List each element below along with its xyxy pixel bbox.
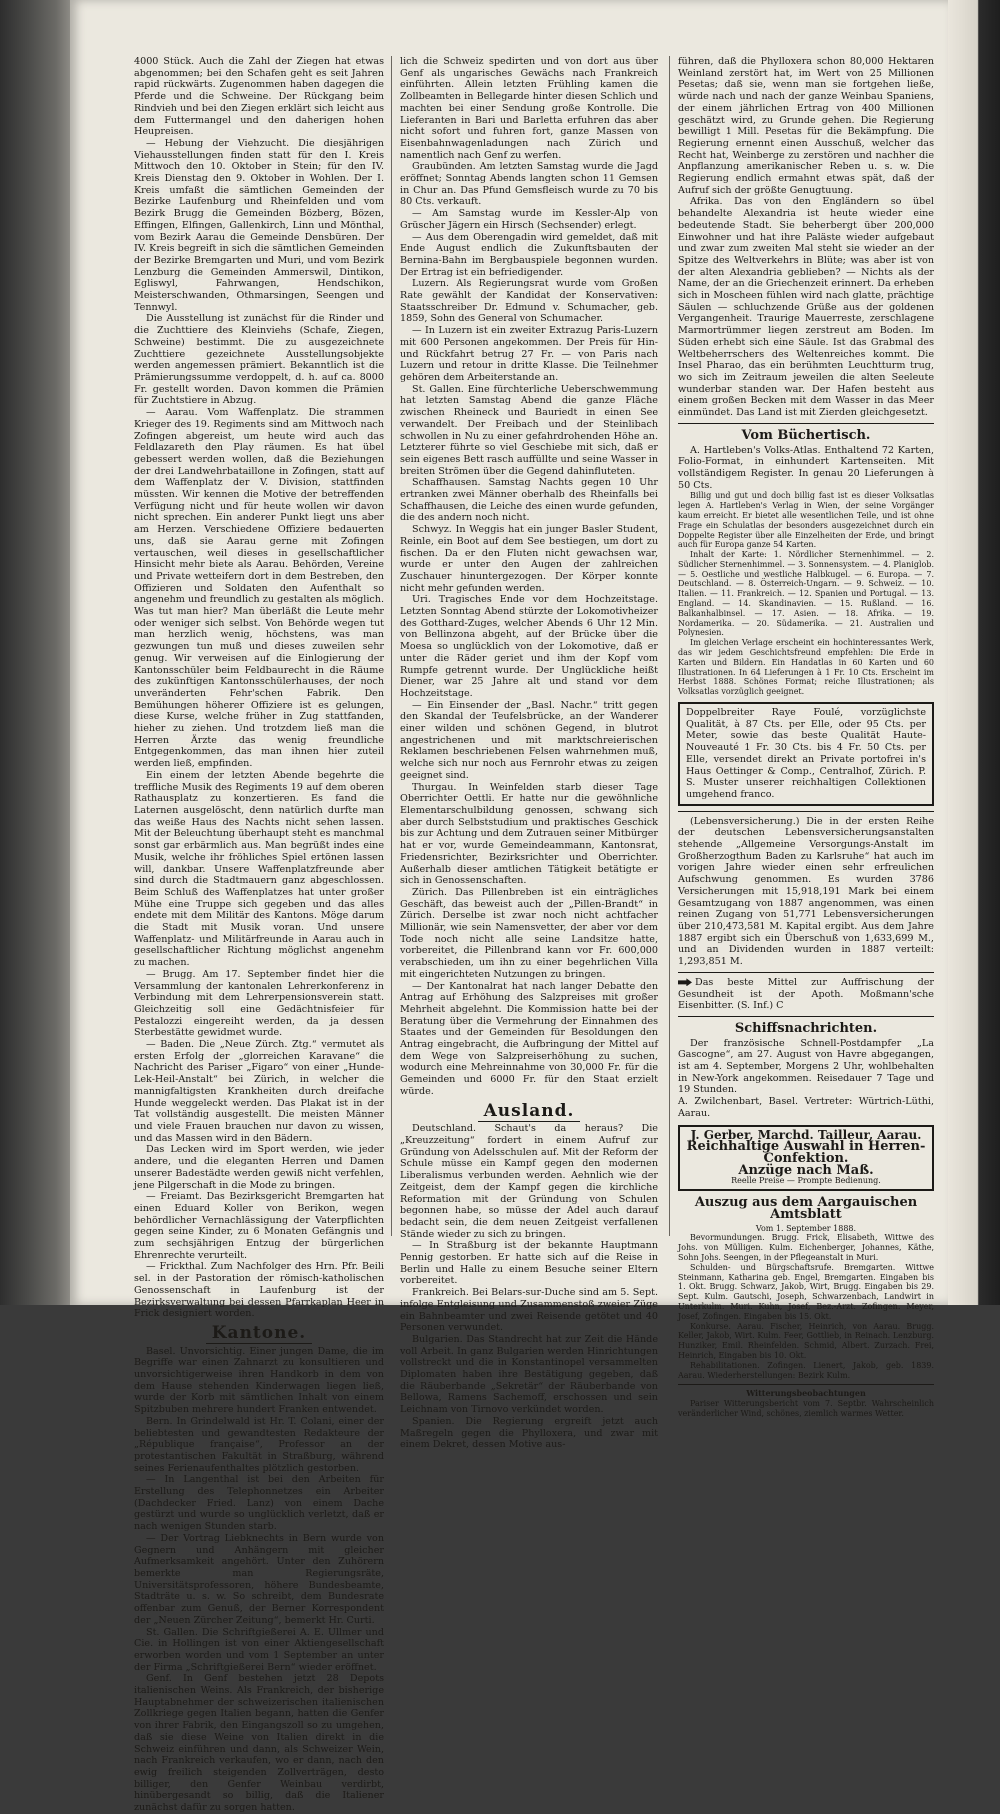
section-heading-amtsblatt: Auszug aus dem Aargauischen Amtsblatt [694,1195,918,1222]
ad-slogan: Reelle Preise — Prompte Bedienung. [731,1176,881,1186]
article-text: Graubünden. Am letzten Samstag wurde die Jagd eröffnet; Sonntag Abends langten schon 11 Gemsen in Chur an. Das Pfund Gemsfleisch wurde zu 70 bis 80 Cts. verkauft. [400,161,658,208]
column-rule [669,56,670,1236]
article-text: Uri. Tragisches Ende vor dem Hochzeitstage. Letzten Sonntag Abend stürzte der Lokomotivheizer des Gotthard-Zuges, welcher Abends 6 Uhr 12 Min. von Bellinzona abgeht, auf der Brücke über die Moesa so unglücklich von der Lokomotive, daß er unter die Räder geriet und ihm der Kopf vom Rumpfe getrennt wurde. Der Unglückliche heißt Diener, war 25 Jahre alt und stand vor dem Hochzeitstage. [400,594,658,699]
article-text: — Freiamt. Das Bezirksgericht Bremgarten hat einen Eduard Koller von Berikon, wegen behördlicher Vernachlässigung der Vaterpflichten gegen seine Kinder, zu 6 Monaten Gefängnis und zum sechsjährigen Entzug der bürgerlichen Ehrenrechte verurteilt. [134,1191,384,1261]
article-text: Ein einem der letzten Abende begehrte die treffliche Musik des Regiments 19 auf dem oberen Rathausplatz zu konzertieren. Es fand die Laternen ausgelöscht, denn natürlich durfte man das weiße Haus des Nachts nicht sehen lassen. Mit der Beleuchtung überhaupt steht es manchmal sonst gar erbärmlich aus. Man begrüßt indes eine Musik, welche ihr fröhliches Spiel ertönen lassen will, dankbar. Unsere Waffenplatzfreunde aber sind durch die Stadtmauern ganz abgeschlossen. Beim Schluß des Waffenplatzes hat unter großer Mühe eine Truppe sich gegeben und das alles endete mit dem Militär des Kantons. Möge darum die Stadt mit Musik voran. Und unsere Waffenplatz- und Militärfreunde in Aarau auch in gesellschaftlicher Richtung möglichst angenehm zu machen. [134,769,384,969]
article-text: St. Gallen. Die Schriftgießerei A. E. Ullmer und Cie. in Hollingen ist von einer Aktiengesellschaft erworben worden und vom 1 September an unter der Firma „Schriftgießerei Bern“ wieder eröffnet. [134,1626,384,1673]
ad-eisenbitter: Das beste Mittel zur Auffrischung der Gesundheit ist der Apoth. Moßmann'sche Eisenbitter. (S. Inf.) C [678,976,934,1012]
ad-headline: Reichhaltige Auswahl in Herren-Confektion. [686,1139,926,1166]
ad-subline: Anzüge nach Maß. [738,1162,874,1178]
advertisement-gerber [678,1125,934,1192]
pointing-hand-icon [678,978,692,986]
article-text-small: Inhalt der Karte: 1. Nördlicher Sternenhimmel. — 2. Südlicher Sternenhimmel. — 3. Sonnensystem. — 4. Planiglob. — 5. Oestliche und westliche Halbkugel. — 6. Europa. — 7. Deutschland. — 8. Österreich-Ungarn. — 9. Schweiz. — 10. Italien. — 11. Frankreich. — 12. Spanien und Portugal. — 13. England. — 14. Skandinavien. — 15. Rußland. — 16. Balkanhalbinsel. — 17. Asien. — 18. Afrika. — 19. Nordamerika. — 20. Südamerika. — 21. Australien und Polynesien. [678,550,934,638]
article-text: (Lebensversicherung.) Die in der ersten Reihe der deutschen Lebensversicherungsanstalten stehende „Allgemeine Versorgungs-Anstalt im Großherzogthum Baden zu Karlsruhe“ hat auch im vorigen Jahre wieder einen sehr erfreulichen Aufschwung genommen. Es wurden 3786 Versicherungen mit 15,918,191 Mark bei einem Gesamtzugang von 1887 angenommen, was einen reinen Zugang von 51,771 Lebensversicherungen über 210,473,581 M. Kapital ergibt. Aus dem Jahre 1887 ergibt sich ein Überschuß von 1,633,699 M., und an Dividenden wurden in 1887 verteilt: 1,293,851 M. [678,815,934,968]
article-text: Bulgarien. Das Standrecht hat zur Zeit die Hände voll Arbeit. In ganz Bulgarien werden Hinrichtungen vollstreckt und die in Konstantinopel versammelten Diplomaten haben ihre Bestätigung gegeben, daß die Räuberbande „Sekretär“ der Räuberbande von Bellowa, Ramens Sachemoff, erschossen und sein Leichnam von Tirnovo verkündet worden. [400,1333,658,1416]
article-text: Das Lecken wird im Sport werden, wie jeder andere, und die eleganten Herren und Damen unserer Badestädte werden gewiß nicht verfehlen, jene Pilgerschaft in die Mode zu bringen. [134,1144,384,1191]
article-text-small: Bevormundungen. Brugg. Frick, Elisabeth, Wittwe des Johs. von Mülligen. Kulm. Eichenberger, Johannes, Käthe, Sohn Johs. Seengen, in der Pflegeanstalt in Muri. [678,1233,934,1262]
advertisement-foule [678,702,934,806]
ad-firm-name: J. Gerber, Marchd. Tailleur, Aarau. [690,1127,922,1142]
scan-margin-left [0,0,70,1305]
section-heading-schiffsnachrichten: Schiffsnachrichten. [734,1020,878,1036]
divider [678,972,934,973]
article-text: — Am Samstag wurde im Kessler-Alp von Grüscher Jägern ein Hirsch (Sechsender) erlegt. [400,208,658,231]
column-rule [391,56,392,1236]
section-heading-buechertisch: Vom Büchertisch. [741,427,871,443]
column-2 [400,56,658,1451]
divider [678,1384,934,1385]
article-text: — Aarau. Vom Waffenplatz. Die strammen Krieger des 19. Regiments sind am Mittwoch nach Zofingen abgereist, um heute wird auch das Feldlazareth den Play räumen. Es hat übel gebessert werden wollen, daß die Beziehungen der drei Landwehrbataillone in Zofingen, statt auf dem Waffenplatz der V. Division, stattfinden müssten. Wir kennen die Motive der betreffenden Verfügung nicht und für heute wollen wir davon nicht sprechen. Ein anderer Punkt liegt uns aber am Herzen. Verschiedene Offiziere bedauerten uns, daß sie Aarau gerne mit Zofingen vertauschen, weil dieses in gesellschaftlicher Hinsicht mehr biete als Aarau. Behörden, Vereine und Private wetteifern dort in dem Bestreben, den Offizieren und Soldaten den Aufenthalt so angenehm und freundlich zu gestalten als möglich. Was tut man hier? Man überläßt die Leute mehr oder weniger sich selbst. Von Behörde wegen tut man herzlich wenig, höchstens, was man gezwungen tun muß und dieses zuweilen sehr genug. Wir verweisen auf die Einlogierung der Kantonsschüler beim Feldbaurecht in die Räume des zukünftigen Kantonsschülerhauses, der noch unveränderten Fehr'schen Fabrik. Den Bemühungen höherer Offiziere ist es gelungen, diese Kurse, welche früher in Zug stattfanden, hieher zu ziehen. Und trotzdem ließ man die Herren Ärzte das wenig freundliche Entgegenkommen, das man ihnen hier zuteil werden ließ, empfinden. [134,407,384,770]
article-text: — Frickthal. Zum Nachfolger des Hrn. Pfr. Beili sel. in der Pastoration der römisch-katholischen Genossenschaft in Laufenburg ist der Bezirksverwaltung bei dessen Pfarrkaplan Heer in Frick designiert worden. [134,1261,384,1320]
article-text-small: Im gleichen Verlage erscheint ein hochinteressantes Werk, das wir jedem Geschichtsfreund empfehlen: Die Erde in Karten und Bildern. Ein Handatlas in 60 Karten und 60 Illustrationen. In 64 Lieferungen à 1 Fr. 10 Cts. Erscheint im Herbst 1888. Schönes Format; reiche Illustrationen; als Volksatlas vorzüglich geeignet. [678,638,934,697]
article-text: — Hebung der Viehzucht. Die diesjährigen Viehausstellungen finden statt für den I. Kreis Mittwoch den 10. Oktober in Stein; für den IV. Kreis Dienstag den 9. Oktober in Wohlen. Der I. Kreis umfaßt die sämtlichen Gemeinden der Bezirke Laufenburg und Rheinfelden und vom Bezirk Brugg die Gemeinden Bözberg, Bözen, Effingen, Elfingen, Gallenkirch, Linn und Mönthal, vom Bezirk Aarau die Gemeinde Densbüren. Der IV. Kreis begreift in sich die sämtlichen Gemeinden der Bezirke Bremgarten und Muri, und vom Bezirk Lenzburg die Gemeinden Ammerswil, Dintikon, Egliswyl, Fahrwangen, Hendschikon, Meisterschwanden, Othmarsingen, Seengen und Tennwyl. [134,137,384,313]
article-text: Schaffhausen. Samstag Nachts gegen 10 Uhr ertranken zwei Männer oberhalb des Rheinfalls bei Schaffhausen, die Leiche des einen wurde gefunden, die des andern noch nicht. [400,477,658,524]
article-text: führen, daß die Phylloxera schon 80,000 Hektaren Weinland zerstört hat, im Wert von 25 Millionen Pesetas; daß sie, wenn man sie fortgehen ließe, würde nach und nach der ganze Weinbau Spaniens, der einem jährlichen Ertrag von 400 Millionen geschätzt wird, zu Grunde gehen. Die Regierung bewilligt 1 Mill. Pesetas für die Bekämpfung. Die Regierung ernennt einen Ausschuß, welcher das Recht hat, Weinberge zu zerstören und nachher die Anpflanzung amerikanischer Reben u. s. w. Die Regierung endlich ermahnt etwas spät, daß der Aufruf sich der größte Genugtuung. [678,56,934,196]
divider [678,423,934,424]
article-text-small: Billig und gut und doch billig fast ist es dieser Volksatlas legen A. Hartleben's Verlag in Wien, der seine Vorgänger kaum erreicht. Er bietet alle wesentlichen Teile, und ist ohne Frage ein Schulatlas der besonders ausgezeichnet durch ein Doppelte Register über alle Einzelheiten der Erde, und bringt auch für Europa ganze 54 Karten. [678,491,934,550]
article-text: Bern. In Grindelwald ist Hr. T. Colani, einer der beliebtesten und gewandtesten Redakteure der „République française“, Professor an der protestantischen Fakultät in Straßburg, während seines Ferienaufenthaltes plötzlich gestorben. [134,1415,384,1474]
article-text: — Baden. Die „Neue Zürch. Ztg.“ vermutet als ersten Erfolg der „glorreichen Karavane“ die Nachricht des Pariser „Figaro“ von einer „Hunde-Lek-Heil-Anstalt“ bei Zürich, in welcher die mannigfaltigsten Krankheiten durch dreifache Hunde weggeleckt werden. Das Plakat ist in der Tat vollständig ausgestellt. Die meisten Männer und viele Frauen brauchen nur davon zu wissen, und das Massen wird in den Bädern. [134,1039,384,1144]
article-text: Zürich. Das Pillenbreben ist ein einträgliches Geschäft, das beweist auch der „Pillen-Brandt“ in Zürich. Derselbe ist zwar noch nicht achtfacher Millionär, wie sein Namensvetter, der aber vor dem Tode noch nicht alle seine Landsitze hatte, vorbereitet, die Pillenbrand kann vor Fr. 600,000 verabschieden, um ihn zu einer begehrlichen Villa mit eingerichteten Nutzungen zu bringen. [400,886,658,980]
column-3 [678,56,934,1419]
scan-margin-right [944,0,1000,1305]
article-text: Frankreich. Bei Belars-sur-Duche sind am 5. Sept. infolge Entgleisung und Zusammenstoß zweier Züge ein Bahnbeamter und zwei Reisende getötet und 40 Personen verwundet. [400,1287,658,1334]
article-text: Genf. In Genf bestehen jetzt 28 Depots italienischen Weins. Als Frankreich, der bisherige Hauptabnehmer der schweizerischen italienischen Zollkriege gegen Italien begann, hatten die Genfer von ihrer Fabrik, den Eingangszoll so zu umgehen, daß sie diese Weine von Italien direkt in die Schweiz einführen und dann, als Schweizer Wein, nach Frankreich verkaufen, wo er dann, nach den ewig freilich steigenden Zollverträgen, desto billiger, den Genfer Weinbau verdirbt, hinübergesandt so billig, daß die Italiener zunächst dafür zu sorgen hatten. [134,1673,384,1814]
section-heading-weather: Witterungsbeobachtungen [746,1388,866,1399]
article-text: Afrika. Das von den Engländern so übel behandelte Alexandria ist heute wieder eine bedeutende Stadt. Sie beherbergt über 200,000 Einwohner und hat ihre Paläste wieder aufgebaut und zwar zum zweiten Mal steht sie wieder an der Spitze des Weltverkehrs in Blüte; was aber ist von der alten Alexandria geblieben? — Nichts als der Name, der an die Griechenzeit erinnert. Da erheben sich in Moscheen fühlen wird nach glatte, prächtige Säulen — schluchzende Grüße aus der goldenen Vergangenheit. Traurige Mauerreste, zerschlagene Marmortrümmer liegen zerstreut am Boden. Im Süden erhebt sich eine Säule. Ist das Grabmal des Weltbeherrschers des Weltenreiches kommt. Die Insel Pharao, das ein berühmten Leuchtturm trug, wo sich im Zeitraum jeweilen die alten Seeleute wunderbar standen war. Der Hafen besteht aus einem großen Becken mit dem Wasser in das Meer einmündet. Das Land ist mit Zierden gleichgesetzt. [678,196,934,419]
article-text: Thurgau. In Weinfelden starb dieser Tage Oberrichter Oettli. Er hatte nur die gewöhnliche Elementarschulbildung genossen, schwang sich aber durch Selbststudium und praktisches Geschick bis zur Achtung und dem Zutrauen seiner Mitbürger hat er vor, wurde Gemeindeammann, Kantonsrat, Friedensrichter, Bezirksrichter und Oberrichter. Außerhalb dieser amtlichen Tätigkeit betätigte er sich in Genossenschaften. [400,781,658,887]
ad-text: Doppelbreiter Raye Foulé, vorzüglichste Qualität, à 87 Cts. per Elle, oder 95 Cts. per Meter, sowie das beste Qualität Haute-Nouveauté 1 Fr. 30 Cts. bis 4 Fr. 50 Cts. per Elle, versendet direkt an Private portofrei in's Haus Oettinger & Comp., Centralhof, Zürich. P. S. Muster unserer reichhaltigen Collektionen umgehend franco. [686,707,926,800]
divider [678,811,934,812]
article-text: A. Hartleben's Volks-Atlas. Enthaltend 72 Karten, Folio-Format, in einhundert Kartenseiten. Mit vollständigem Register. In genau 20 Lieferungen à 50 Cts. [678,444,934,491]
section-heading-ausland: Ausland. [400,1106,658,1118]
article-text: — Der Vortrag Liebknechts in Bern wurde von Gegnern und Anhängern mit gleicher Aufmerksamkeit angehört. Unter den Zuhörern bemerkte man Regierungsräte, Universitätsprofessoren, höhere Bundesbeamte, Stadträte u. s. w. So schreibt, dem Bundesrate offenbar zum Genuß, der Berner Korrespondent der „Neuen Zürcher Zeitung“, bemerkt Hr. Curti. [134,1532,384,1626]
article-text: 4000 Stück. Auch die Zahl der Ziegen hat etwas abgenommen; bei den Schafen geht es seit Jahren rapid rückwärts. Zugenommen haben dagegen die Pferde und die Schweine. Der Rückgang beim Rindvieh und bei den Ziegen erklärt sich leicht aus dem Futtermangel und den daherigen hohen Heupreisen. [134,56,384,138]
amtsblatt-date: Vom 1. September 1888. [755,1223,857,1233]
article-text: Spanien. Die Regierung ergreift jetzt auch Maßregeln gegen die Phylloxera, und zwar mit einem Dekret, dessen Motive aus- [400,1415,658,1451]
article-text: Schwyz. In Weggis hat ein junger Basler Student, Reinle, ein Boot auf dem See bestiegen, um dort zu fischen. Da er den Fluten nicht gewachsen war, wurde er unter den Augen der zahlreichen Zuschauer hinuntergezogen. Der Körper konnte nicht mehr gefunden werden. [400,524,658,594]
article-text: — In Luzern ist ein zweiter Extrazug Paris-Luzern mit 600 Personen angekommen. Der Preis für Hin- und Rückfahrt betrug 27 Fr. — von Paris nach Luzern und retour in dritte Klasse. Die Teilnehmer gehören dem Arbeiterstande an. [400,325,658,383]
article-text: lich die Schweiz spedirten und von dort aus über Genf als ungarisches Gewächs nach Frankreich einführten. Allein letzten Frühling kamen die Zollbeamten in Bellegarde hinter diesen Schlich und machten bei einer Sendung große Kontrolle. Die Lieferanten in Bari und Barletta erfuhren das aber nicht sofort und fuhren fort, ganze Massen von Eisenbahnwagenladungen nach Zürich und namentlich nach Genf zu werfen. [400,56,658,161]
article-text-small: Pariser Witterungsbericht vom 7. Septbr. Wahrscheinlich veränderlicher Wind, schönes, ziemlich warmes Wetter. [678,1399,934,1418]
article-text-small: Konkurse. Aarau. Fischer, Heinrich, von Aarau. Brugg. Keller, Jakob, Wirt. Kulm. Feer, Gottlieb, in Reinach. Lenzburg. Hunziker, Emil. Rheinfelden. Schmid, Albert. Zurzach. Frei, Heinrich, Eingaben bis 10. Okt. [678,1321,934,1360]
section-heading-kantone: Kantone. [134,1328,384,1340]
column-1 [134,56,384,1814]
article-text: A. Zwilchenbart, Basel. Vertreter: Würtrich-Lüthi, Aarau. [678,1096,934,1119]
article-text-small: Rehabilitationen. Zofingen. Lienert, Jakob, geb. 1839. Aarau. Wiederherstellungen: Bezirk Kulm. [678,1360,934,1380]
article-text: — Brugg. Am 17. September findet hier die Versammlung der kantonalen Lehrerkonferenz in Verbindung mit dem Lehrerpensionsverein statt. Gleichzeitig soll eine Gedächtnisfeier für Pestalozzi eingereiht werden, da ja dessen Sterbestätte gewidmet wurde. [134,968,384,1039]
article-text: — Ein Einsender der „Basl. Nachr.“ tritt gegen den Skandal der Teufelsbrücke, an der Wanderer einer wilden und schönen Gegend, in blutrot angestrichenen und mit marktschreierischen Reklamen beschriebenen Felsen wahrnehmen muß, welche sich nur noch aus Fernrohr etwas zu zeigen geeignet sind. [400,699,658,781]
newspaper-page [70,0,948,1814]
article-text: Basel. Unvorsichtig. Einer jungen Dame, die im Begriffe war einen Zahnarzt zu konsultieren und unvorsichtigerweise ihren Handkorb in dem von dem Hause stehenden Kinderwagen liegen ließ, wurde der Korb mit sämtlichen Inhalt von einem Spitzbuben mehrere hundert Franken entwendet. [134,1345,384,1416]
article-text: — Der Kantonalrat hat nach langer Debatte den Antrag auf Erhöhung des Salzpreises mit großer Mehrheit abgelehnt. Die Kommission hatte bei der Beratung über die Vermehrung der Einnahmen des Staates und der Gemeinden für Besoldungen den Antrag eingebracht, die Aufbringung der Mittel auf dem Wege von Salzpreiserhöhung zu suchen, wodurch eine Mehreinnahme von 30,000 Fr. für die Gemeinden und 6000 Fr. für den Staat erzielt würde. [400,980,658,1097]
article-text: St. Gallen. Eine fürchterliche Ueberschwemmung hat letzten Samstag Abend die ganze Fläche zwischen Rheineck und Bauriedt in einen See verwandelt. Der Freibach und der Steinlibach schwollen in Nu zu einer gefahrdrohenden Höhe an. Letzterer führte so viel Geschiebe mit sich, daß er sein eigenes Bett rasch auffüllte und seine Wasser in breiten Strömen über die Gegend dahinfluteten. [400,383,658,477]
article-text: Luzern. Als Regierungsrat wurde vom Großen Rate gewählt der Kandidat der Konservativen: Staatsschreiber Dr. Edmund v. Schumacher, geb. 1859, Sohn des General von Schumacher. [400,278,658,325]
divider [678,1016,934,1017]
article-text: — In Langenthal ist bei den Arbeiten für Erstellung des Telephonnetzes ein Arbeiter (Dachdecker Fried. Lanz) von einem Dache gestürzt und wurde so unglücklich verletzt, daß er nach wenigen Stunden starb. [134,1474,384,1533]
article-text-small: Schulden- und Bürgschaftsrufe. Bremgarten. Wittwe Steinmann, Katharina geb. Engel, Bremgarten. Eingaben bis 1. Okt. Brugg. Schwarz, Jakob, Wirt, Brugg. Eingaben bis 29. Sept. Kulm. Gautschi, Joseph, Schwarzenbach, Landwirt in Unterkulm. Muri. Kuhn, Josef, Bez.-Arzt. Zofingen. Meyer, Josef, Zofingen. Eingaben bis 15. Okt. [678,1262,934,1321]
article-text: Die Ausstellung ist zunächst für die Rinder und die Zuchttiere des Kleinviehs (Schafe, Ziegen, Schweine) bestimmt. Die zu ausgezeichnete Zuchttiere gezeichnete Ausstellungsobjekte werden angemessen prämiert. Bekanntlich ist die Prämierungssumme verdoppelt, d. h. auf ca. 8000 Fr. gestellt worden. Davon kommen die Prämien für Zuchtstiere in Abzug. [134,313,384,407]
article-text: Deutschland. Schaut's da heraus? Die „Kreuzzeitung“ fordert in einem Aufruf zur Gründung von Adelsschulen auf. Mit der Reform der Schule müsse ein Kampf gegen den modernen Liberalismus verbunden werden. Aehnlich wie der Zeitgeist, dem der Kampf gegen die kirchliche Reformation mit der Gründung von Schulen begonnen habe, so müsse der Adel auch darauf bedacht sein, die dem neuen Zeitgeist verfallenen Stände wieder zu sich zu bringen. [400,1123,658,1240]
article-text: — Aus dem Oberengadin wird gemeldet, daß mit Ende August endlich die Zukunftsbauten der Bernina-Bahn im Bergbauspiele begonnen wurden. Der Ertrag ist ein befriedigender. [400,231,658,278]
article-text: Der französische Schnell-Postdampfer „La Gascogne“, am 27. August von Havre abgegangen, ist am 4. September, Morgens 2 Uhr, wohlbehalten in New-York angekommen. Reisedauer 7 Tage und 19 Stunden. [678,1037,934,1096]
article-text: — In Straßburg ist der bekannte Hauptmann Pennig gestorben. Er hatte sich auf die Reise in Berlin und Halle zu einem Besuche seiner Eltern vorbereitet. [400,1240,658,1287]
